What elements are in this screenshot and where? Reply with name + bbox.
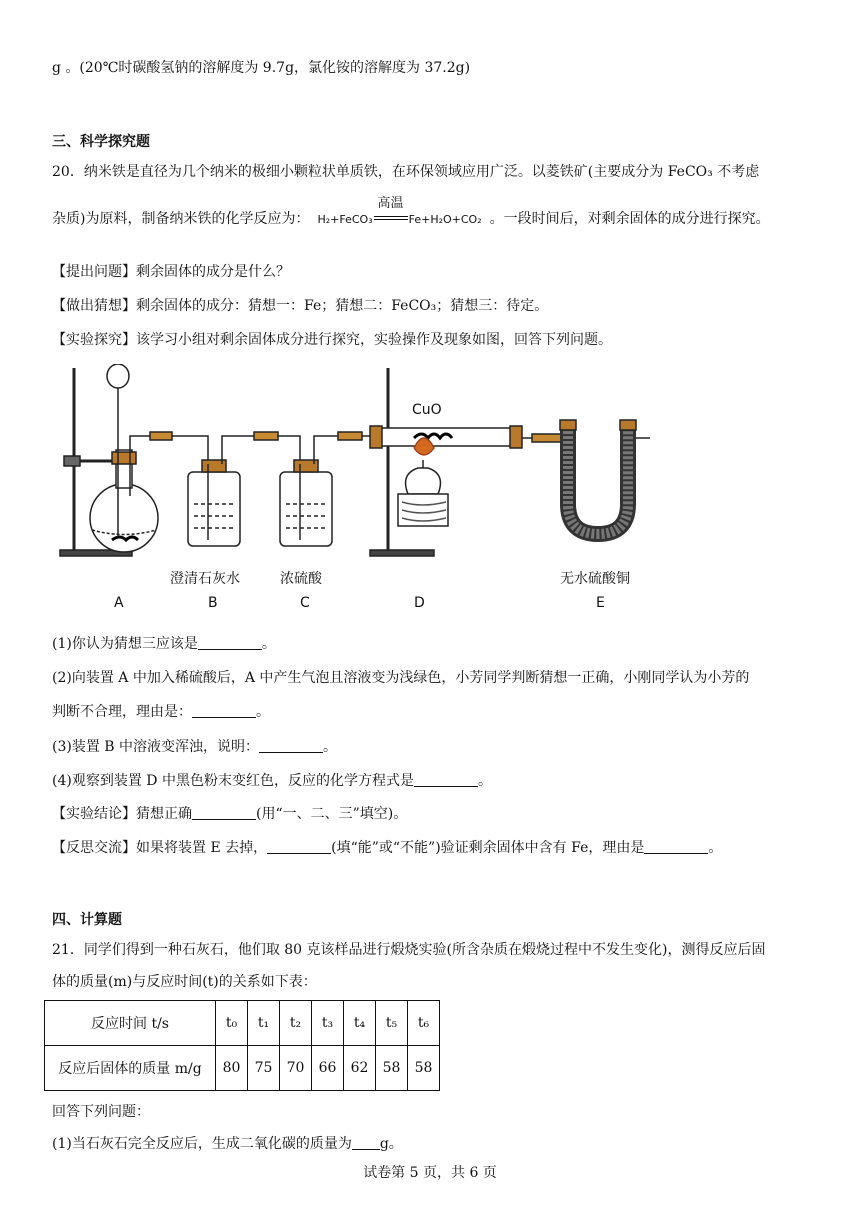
q20-part4-text: (4)观察到装置 D 中黑色粉末变红色，反应的化学方程式是 [52,773,414,789]
answer-blank[interactable] [192,805,256,820]
answer-blank[interactable] [192,703,256,718]
label-bottle-c: 浓硫酸 [280,571,322,587]
prev-question-tail: g 。(20℃时碳酸氢钠的溶解度为 9.7g，氯化铵的溶解度为 37.2g) [52,60,471,76]
q20-part4 [52,771,492,791]
q20-part3 [52,737,337,757]
answer-blank[interactable] [644,839,708,854]
table-cell-mass: 80 [216,1046,248,1091]
table-cell-time: t₆ [408,1001,440,1046]
q21-stem-line1: 21．同学们得到一种石灰石，他们取 80 克该样品进行煅烧实验(所含杂质在煅烧过程中不发生变化)，测得反应后固 [52,942,766,958]
table-row [45,1001,440,1046]
q21-part1-text: (1)当石灰石完全反应后，生成二氧化碳的质量为 [52,1136,352,1152]
equation-reactants: H₂+FeCO₃ [317,213,373,226]
apparatus-figure [52,364,652,612]
q20-hypothesis: 【做出猜想】剩余固体的成分：猜想一：Fe；猜想二：FeCO₃；猜想三：待定。 [52,298,549,314]
letter-b: B [208,595,218,611]
table-cell-mass: 70 [280,1046,312,1091]
q21-part1 [52,1134,403,1154]
q20-exploration: 【实验探究】该学习小组对剩余固体成分进行探究，实验操作及现象如图，回答下列问题。 [52,332,612,348]
table-cell-mass: 66 [312,1046,344,1091]
section-heading-science: 三、科学探究题 [52,134,150,150]
letter-e: E [596,595,605,611]
q20-part2-line1: (2)向装置 A 中加入稀硫酸后，A 中产生气泡且溶液变为浅绿色，小芳同学判断猜想一正确，小刚同学认为小芳的 [52,670,750,686]
flask-a [90,484,158,552]
q21-part1-end: g。 [379,1136,403,1152]
q20-reflection-text: 【反思交流】如果将装置 E 去掉， [52,840,268,856]
q20-part1 [52,634,276,654]
q20-part2-line2 [52,702,270,722]
table-cell-time: t₂ [280,1001,312,1046]
table-row [45,1046,440,1091]
table-cell-time: t₄ [344,1001,376,1046]
q21-stem-line2: 体的质量(m)与反应时间(t)的关系如下表： [52,974,317,990]
q20-part2-end: 。 [256,704,270,720]
bottle-c [280,472,332,546]
q20-reflection-end: 。 [708,840,723,856]
q20-part3-end: 。 [323,739,338,755]
q20-conclusion-text: 【实验结论】猜想正确 [52,806,192,822]
q20-stem-line1: 20．纳米铁是直径为几个纳米的极细小颗粒状单质铁，在环保领域应用广泛。以菱铁矿(主要成分为 FeCO₃ 不考虑 [52,164,760,180]
page-footer: 试卷第 5 页，共 6 页 [363,1165,497,1181]
q20-stem-post: 。一段时间后，对剩余固体的成分进行探究。 [489,211,770,227]
q20-stem-line2 [52,196,770,230]
q20-reflection [52,838,722,858]
table-cell-mass: 62 [344,1046,376,1091]
table-cell-mass: 75 [248,1046,280,1091]
q20-part4-end: 。 [477,773,492,789]
q20-conclusion-end: (用“一、二、三”填空)。 [256,806,408,822]
q21-answer-prompt: 回答下列问题： [52,1104,150,1120]
equation-condition: 高温 [377,196,404,211]
answer-blank[interactable] [352,1135,380,1150]
letter-a: A [114,595,124,611]
table-cell-mass: 58 [376,1046,408,1091]
q20-reflection-mid: (填“能”或“不能”)验证剩余固体中含有 Fe，理由是 [331,840,645,856]
reaction-equation [317,196,482,230]
table-header-mass: 反应后固体的质量 m/g [45,1046,216,1091]
bottle-b [188,472,240,546]
table-cell-time: t₃ [312,1001,344,1046]
label-bottle-b: 澄清石灰水 [170,571,240,587]
q20-part2-text: 判断不合理，理由是： [52,704,192,720]
label-u-tube-e: 无水硫酸铜 [560,571,630,587]
letter-c: C [300,595,310,611]
label-cuo: CuO [412,402,442,418]
letter-d: D [414,595,425,611]
q20-conclusion [52,804,407,824]
answer-blank[interactable] [259,738,323,753]
equation-products: Fe+H₂O+CO₂ [408,213,482,226]
equation-arrow [374,216,408,220]
mass-time-table [44,1000,440,1091]
q20-part1-end: 。 [261,636,276,652]
table-cell-time: t₀ [216,1001,248,1046]
answer-blank[interactable] [267,839,331,854]
table-cell-time: t₅ [376,1001,408,1046]
table-cell-time: t₁ [248,1001,280,1046]
answer-blank[interactable] [198,635,262,650]
q20-part3-text: (3)装置 B 中溶液变浑浊，说明： [52,739,260,755]
section-heading-calculation: 四、计算题 [52,912,122,928]
q20-ask: 【提出问题】剩余固体的成分是什么？ [52,264,290,280]
q20-stem-pre: 杂质)为原料，制备纳米铁的化学反应为： [52,211,310,227]
answer-blank[interactable] [414,772,478,787]
q20-part1-text: (1)你认为猜想三应该是 [52,636,198,652]
u-tube-e [568,426,628,534]
table-header-time: 反应时间 t/s [45,1001,216,1046]
reaction-tube-d [378,428,514,446]
table-cell-mass: 58 [408,1046,440,1091]
